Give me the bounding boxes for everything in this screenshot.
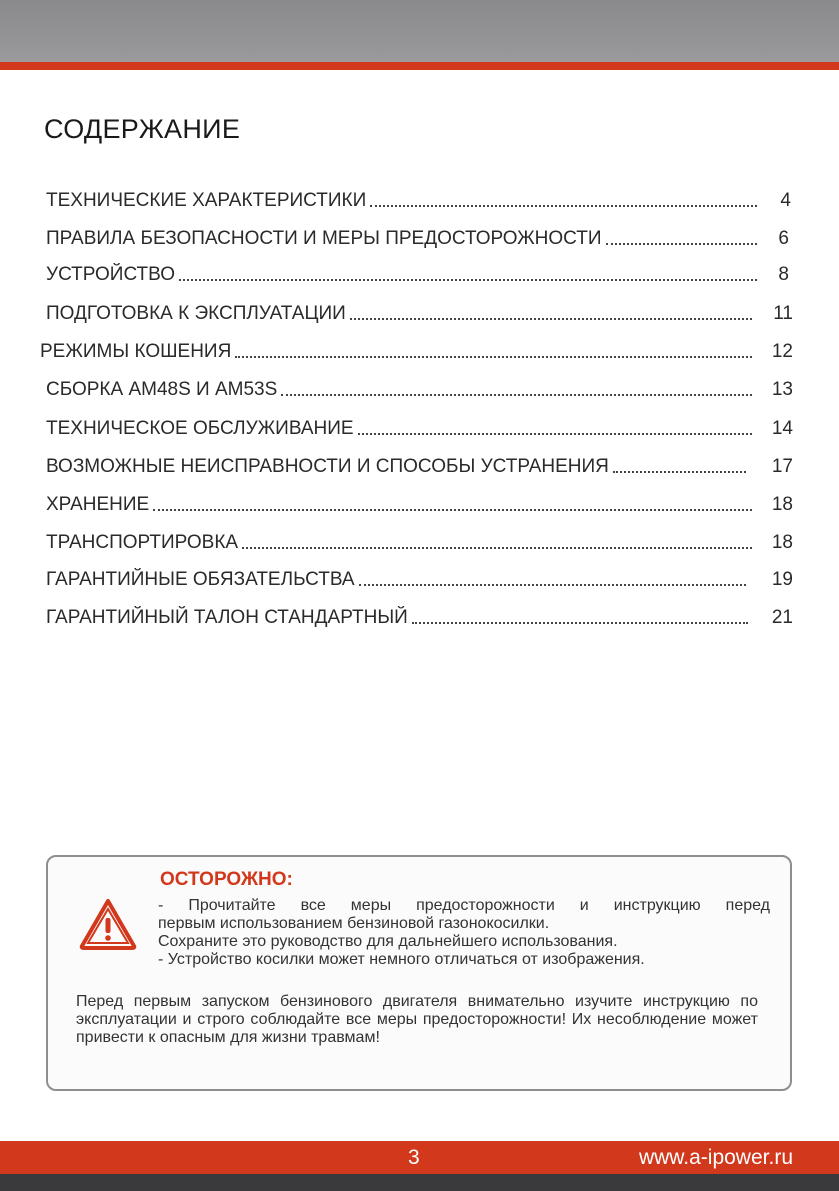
- toc-item-page: 14: [771, 418, 793, 439]
- toc-item-label: ГАРАНТИЙНЫЕ ОБЯЗАТЕЛЬСТВА: [46, 569, 355, 590]
- toc-item: [0, 263, 839, 287]
- toc-dot-leader: [281, 394, 752, 396]
- toc-item-page: 21: [771, 607, 793, 628]
- toc-item: [0, 340, 839, 364]
- warning-title: ОСТОРОЖНО:: [160, 869, 293, 890]
- page-title: СОДЕРЖАНИЕ: [44, 114, 241, 144]
- toc-dot-leader: [179, 279, 757, 281]
- toc-item-label: ТЕХНИЧЕСКОЕ ОБСЛУЖИВАНИЕ: [46, 418, 354, 439]
- toc-dot-leader: [358, 433, 752, 435]
- warning-triangle-icon: [78, 897, 138, 951]
- toc-dot-leader: [606, 243, 758, 245]
- toc-item: [0, 493, 839, 517]
- toc-item: [0, 531, 839, 555]
- warning-line: первым использованием бензиновой газонокосилки.: [158, 915, 550, 932]
- toc-item-page: 4: [780, 190, 791, 211]
- toc-item: [0, 378, 839, 402]
- toc-item: [0, 302, 839, 326]
- toc-item: [0, 189, 839, 213]
- toc-dot-leader: [153, 509, 752, 511]
- toc-item-label: СБОРКА AM48S И AM53S: [46, 379, 278, 400]
- warning-paragraph: Перед первым запуском бензинового двигателя внимательно изучите инструкцию по эксплуатации и строго соблюдайте все меры предосторожности! Их несоблюдение может привести к опасным для жизни травмам!: [76, 993, 758, 1046]
- website-link[interactable]: www.a-ipower.ru: [638, 1146, 793, 1169]
- toc-item: [0, 568, 839, 592]
- toc-dot-leader: [242, 547, 752, 549]
- toc-item-label: ХРАНЕНИЕ: [46, 494, 150, 515]
- warning-line: - Прочитайте все меры предосторожности и инструкцию перед: [158, 897, 770, 914]
- toc-item-label: ГАРАНТИЙНЫЙ ТАЛОН СТАНДАРТНЫЙ: [46, 607, 408, 628]
- toc-item-label: ВОЗМОЖНЫЕ НЕИСПРАВНОСТИ И СПОСОБЫ УСТРАНЕНИЯ: [46, 456, 609, 477]
- toc-item-page: 11: [773, 303, 793, 324]
- toc-item: [0, 455, 839, 479]
- toc-item-label: РЕЖИМЫ КОШЕНИЯ: [40, 341, 232, 362]
- toc-dot-leader: [412, 622, 748, 624]
- toc-dot-leader: [235, 356, 752, 358]
- header-bar: [0, 0, 839, 62]
- toc-item-page: 17: [771, 456, 793, 477]
- warning-instructions: [158, 897, 770, 969]
- page-number: 3: [408, 1146, 420, 1169]
- toc-item-label: ПОДГОТОВКА К ЭКСПЛУАТАЦИИ: [46, 303, 346, 324]
- footer-bar: [0, 1174, 839, 1191]
- toc-dot-leader: [370, 205, 757, 207]
- toc-item-page: 13: [771, 379, 793, 400]
- toc-item-page: 12: [771, 341, 793, 362]
- header-accent-stripe: [0, 62, 839, 70]
- toc-item-label: ПРАВИЛА БЕЗОПАСНОСТИ И МЕРЫ ПРЕДОСТОРОЖНОСТИ: [46, 228, 602, 249]
- toc-item-label: ТРАНСПОРТИРОВКА: [46, 532, 239, 553]
- toc-item: [0, 417, 839, 441]
- toc-item-page: 18: [771, 532, 793, 553]
- warning-box: [46, 855, 792, 1091]
- toc-dot-leader: [350, 318, 752, 320]
- toc-item-page: 19: [771, 569, 793, 590]
- toc-item-page: 18: [771, 494, 793, 515]
- toc-dot-leader: [359, 584, 746, 586]
- toc-item-page: 6: [778, 228, 789, 249]
- toc-item-page: 8: [778, 264, 789, 285]
- warning-line: Сохраните это руководство для дальнейшего использования.: [158, 933, 618, 950]
- toc-item: [0, 606, 839, 630]
- warning-line: - Устройство косилки может немного отличаться от изображения.: [158, 951, 645, 968]
- toc-dot-leader: [613, 471, 746, 473]
- toc-item: [0, 227, 839, 251]
- toc-item-label: ТЕХНИЧЕСКИЕ ХАРАКТЕРИСТИКИ: [46, 190, 367, 211]
- toc-item-label: УСТРОЙСТВО: [46, 264, 175, 285]
